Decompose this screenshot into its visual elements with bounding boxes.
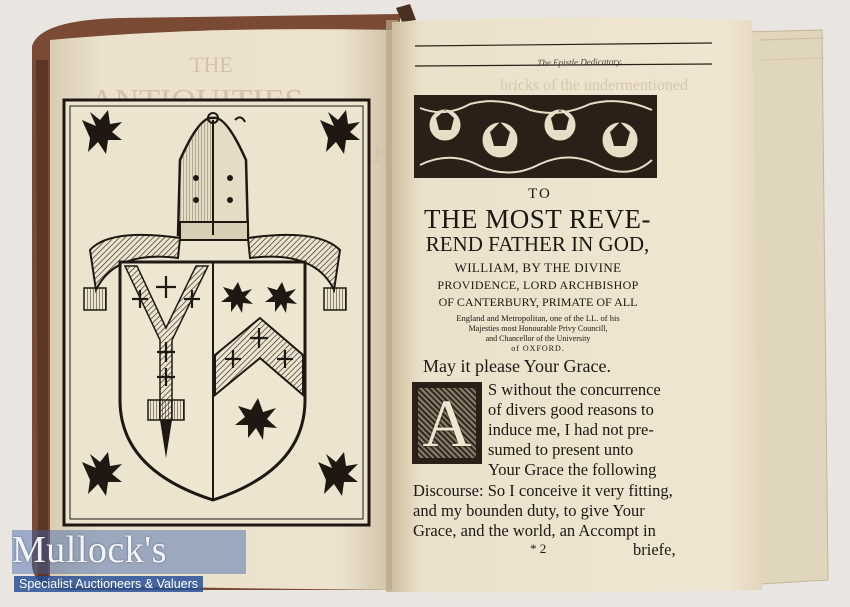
dedication-heading-line-5: OF CANTERBURY, PRIMATE OF ALL — [438, 295, 638, 309]
dedication-heading-line-4: PROVIDENCE, LORD ARCHBISHOP — [437, 278, 639, 292]
dedication-heading-line-7: Majesties most Honourable Privy Councill, — [468, 324, 608, 333]
dedication-heading-line-1: THE MOST REVE- — [424, 204, 651, 234]
watermark-name: Mullock's — [12, 529, 167, 571]
dedication-heading-line-2: REND FATHER IN GOD, — [425, 232, 650, 256]
catchword: briefe, — [633, 540, 676, 559]
svg-text:THE: THE — [190, 52, 233, 77]
body-line: Your Grace the following — [488, 460, 657, 479]
dedication-heading-line-6: England and Metropolitan, one of the LL. of his — [456, 313, 620, 323]
auction-house-watermark — [12, 528, 246, 596]
body-line: induce me, I had not pre- — [488, 420, 654, 439]
show-through-text-right — [500, 77, 688, 94]
svg-text:bricks of the undermentioned: bricks of the undermentioned — [500, 77, 688, 94]
body-line: Grace, and the world, an Accompt in — [413, 521, 656, 540]
dedication-heading-line-8: and Chancellor of the University — [485, 334, 591, 343]
salutation: May it please Your Grace. — [423, 356, 611, 376]
dedication-heading-line-3: WILLIAM, BY THE DIVINE — [454, 260, 622, 275]
watermark-tagline: Specialist Auctioneers & Valuers — [14, 576, 203, 592]
dedication-to: TO — [528, 186, 552, 202]
body-line: and my bounden duty, to give Your — [413, 501, 645, 520]
running-head: The Epistle Dedicatory. — [537, 56, 623, 68]
body-line: of divers good reasons to — [488, 400, 654, 419]
coat-of-arms-woodcut — [64, 100, 369, 525]
body-line: S without the concurrence — [488, 380, 661, 399]
headpiece-ornament — [414, 95, 657, 178]
signature-mark: * 2 — [530, 541, 547, 556]
drop-cap-letter: A — [422, 385, 472, 461]
drop-cap — [412, 382, 482, 464]
body-line: Discourse: So I conceive it very fitting, — [413, 481, 673, 500]
dedication-heading-line-9: of OXFORD. — [511, 344, 565, 353]
body-line: sumed to present unto — [488, 440, 634, 459]
